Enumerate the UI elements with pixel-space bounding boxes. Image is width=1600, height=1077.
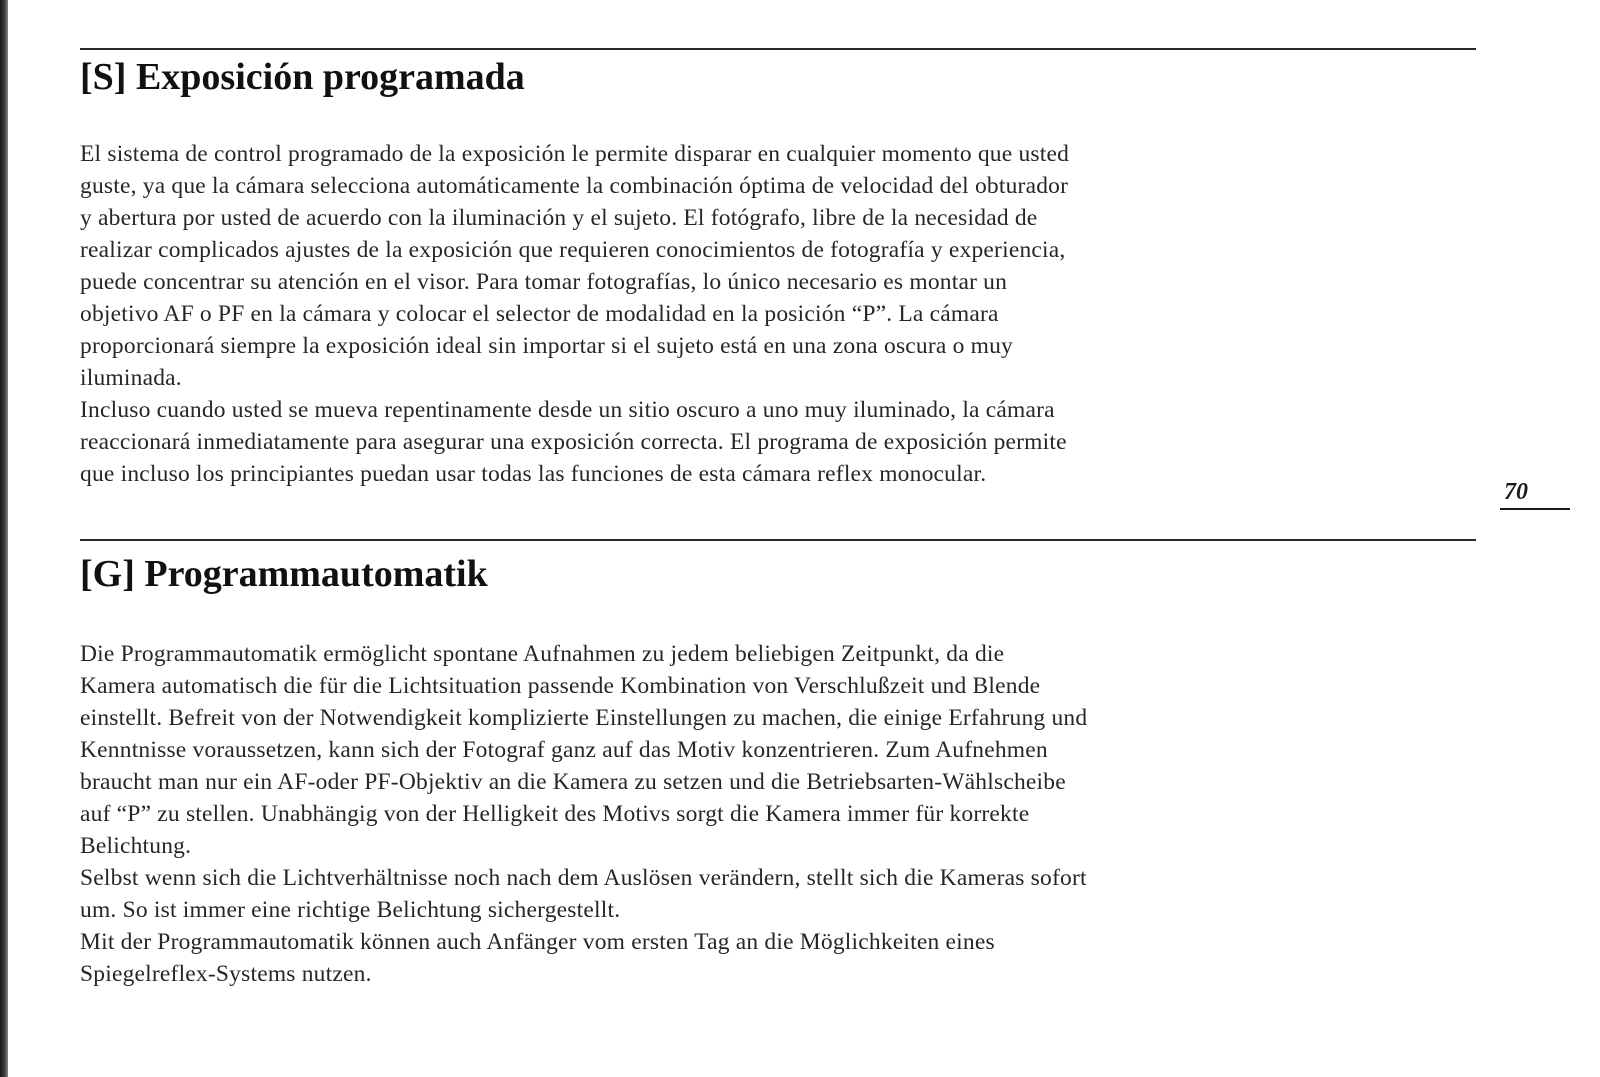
section-heading-spanish: [S] Exposición programada <box>80 56 525 98</box>
body-line: reaccionará inmediatamente para asegurar una exposición correcta. El programa de exposición permite <box>80 429 1067 455</box>
section-heading-german: [G] Programmautomatik <box>80 553 488 595</box>
section-divider-top <box>80 48 1476 50</box>
body-line: Selbst wenn sich die Lichtverhältnisse noch nach dem Auslösen verändern, stellt sich die Kameras sofort <box>80 865 1087 891</box>
body-line: Kamera automatisch die für die Lichtsituation passende Kombination von Verschlußzeit und Blende <box>80 673 1041 699</box>
body-line: Die Programmautomatik ermöglicht spontane Aufnahmen zu jedem beliebigen Zeitpunkt, da die <box>80 641 1005 667</box>
body-line: Incluso cuando usted se mueva repentinamente desde un sitio oscuro a uno muy iluminado, la cámara <box>80 397 1055 423</box>
page-number: 70 <box>1504 479 1528 505</box>
body-line: que incluso los principiantes puedan usar todas las funciones de esta cámara reflex monocular. <box>80 461 987 487</box>
body-line: Belichtung. <box>80 833 192 859</box>
section-body-german <box>80 638 1460 990</box>
body-line: iluminada. <box>80 365 182 391</box>
page-binding-edge <box>0 0 8 1077</box>
body-line: El sistema de control programado de la exposición le permite disparar en cualquier momento que usted <box>80 141 1070 167</box>
body-line: auf “P” zu stellen. Unabhängig von der Helligkeit des Motivs sorgt die Kamera immer für korrekte <box>80 801 1030 827</box>
body-line: Mit der Programmautomatik können auch Anfänger vom ersten Tag an die Möglichkeiten eines <box>80 929 995 955</box>
body-line: einstellt. Befreit von der Notwendigkeit komplizierte Einstellungen zu machen, die einige Erfahrung und <box>80 705 1088 731</box>
body-line: um. So ist immer eine richtige Belichtung sichergestellt. <box>80 897 621 923</box>
body-line: guste, ya que la cámara selecciona automáticamente la combinación óptima de velocidad del obturador <box>80 173 1069 199</box>
body-line: realizar complicados ajustes de la exposición que requieren conocimientos de fotografía y experiencia, <box>80 237 1066 263</box>
body-line: puede concentrar su atención en el visor. Para tomar fotografías, lo único necesario es montar un <box>80 269 1008 295</box>
body-line: Kenntnisse voraussetzen, kann sich der Fotograf ganz auf das Motiv konzentrieren. Zum Aufnehmen <box>80 737 1048 763</box>
body-line: objetivo AF o PF en la cámara y colocar el selector de modalidad en la posición “P”. La cámara <box>80 301 999 327</box>
section-divider-middle <box>80 539 1476 541</box>
body-line: y abertura por usted de acuerdo con la iluminación y el sujeto. El fotógrafo, libre de la necesidad de <box>80 205 1038 231</box>
page-number-underline <box>1500 508 1570 510</box>
body-line: braucht man nur ein AF-oder PF-Objektiv an die Kamera zu setzen und die Betriebsarten-Wählscheibe <box>80 769 1066 795</box>
body-line: proporcionará siempre la exposición ideal sin importar si el sujeto está en una zona oscura o muy <box>80 333 1014 359</box>
body-line: Spiegelreflex-Systems nutzen. <box>80 961 372 987</box>
section-body-spanish <box>80 138 1460 490</box>
